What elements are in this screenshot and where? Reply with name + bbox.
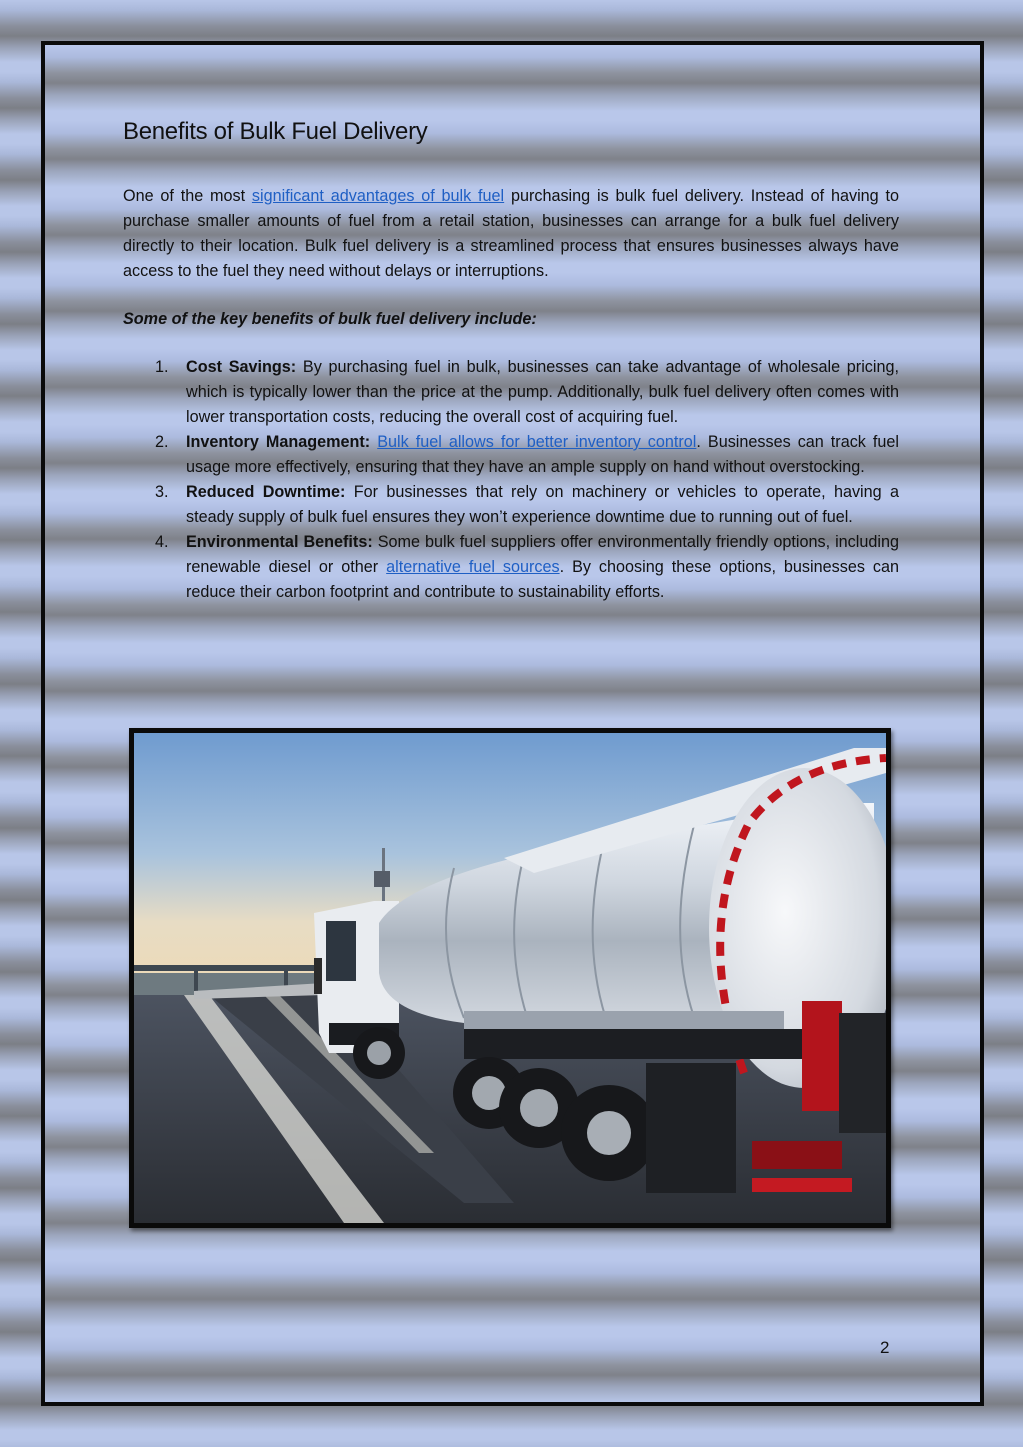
list-number: 1. — [155, 358, 169, 376]
benefit-text: By purchasing fuel in bulk, businesses can take advantage of wholesale pricing, which is typically lower than the price at the pump. Additionally, bulk fuel delivery often comes with lower transportation costs, reducing the overall cost of acquiring fuel. — [186, 358, 899, 426]
intro-paragraph — [123, 184, 899, 284]
list-item — [123, 355, 899, 430]
benefit-title: Inventory Management: — [186, 433, 371, 451]
link-inventory-control[interactable]: Bulk fuel allows for better inventory control — [377, 433, 697, 451]
page-content — [123, 118, 899, 605]
benefit-text: For businesses that rely on machinery or vehicles to operate, having a steady supply of bulk fuel ensures they won’t experience downtime due to running out of fuel. — [186, 483, 899, 526]
benefits-subheading: Some of the key benefits of bulk fuel delivery include: — [123, 310, 537, 328]
list-number: 3. — [155, 483, 169, 501]
tanker-illustration — [134, 733, 886, 1223]
list-number: 2. — [155, 433, 169, 451]
intro-text-rest: purchasing is bulk fuel delivery. Instead of having to purchase smaller amounts of fuel from a retail station, businesses can arrange for a bulk fuel delivery directly to their location. Bulk fuel delivery is a streamlined process that ensures businesses always have access to the fuel they need without delays or interruptions. — [123, 187, 899, 280]
list-item — [123, 530, 899, 605]
benefit-title: Reduced Downtime: — [186, 483, 346, 501]
benefits-list — [123, 355, 899, 605]
list-number: 4. — [155, 533, 169, 551]
benefit-title: Environmental Benefits: — [186, 533, 373, 551]
page-heading: Benefits of Bulk Fuel Delivery — [123, 118, 428, 145]
fuel-tanker-truck-photo — [129, 728, 891, 1228]
link-significant-advantages[interactable]: significant advantages of bulk fuel — [251, 187, 505, 205]
benefit-text: . Businesses can track fuel usage more effectively, ensuring that they have an ample supply on hand without overstocking. — [186, 433, 899, 476]
benefit-text-start: Some bulk fuel suppliers offer environmentally friendly options, including renewable diesel or other — [186, 533, 899, 576]
list-item — [123, 480, 899, 530]
page-number: 2 — [880, 1338, 890, 1357]
link-alternative-fuel[interactable]: alternative fuel sources — [386, 558, 560, 576]
benefit-text: . By choosing these options, businesses can reduce their carbon footprint and contribute to sustainability efforts. — [186, 558, 899, 601]
list-item — [123, 430, 899, 480]
benefit-title: Cost Savings: — [186, 358, 297, 376]
intro-text-start: One of the most — [123, 187, 252, 205]
